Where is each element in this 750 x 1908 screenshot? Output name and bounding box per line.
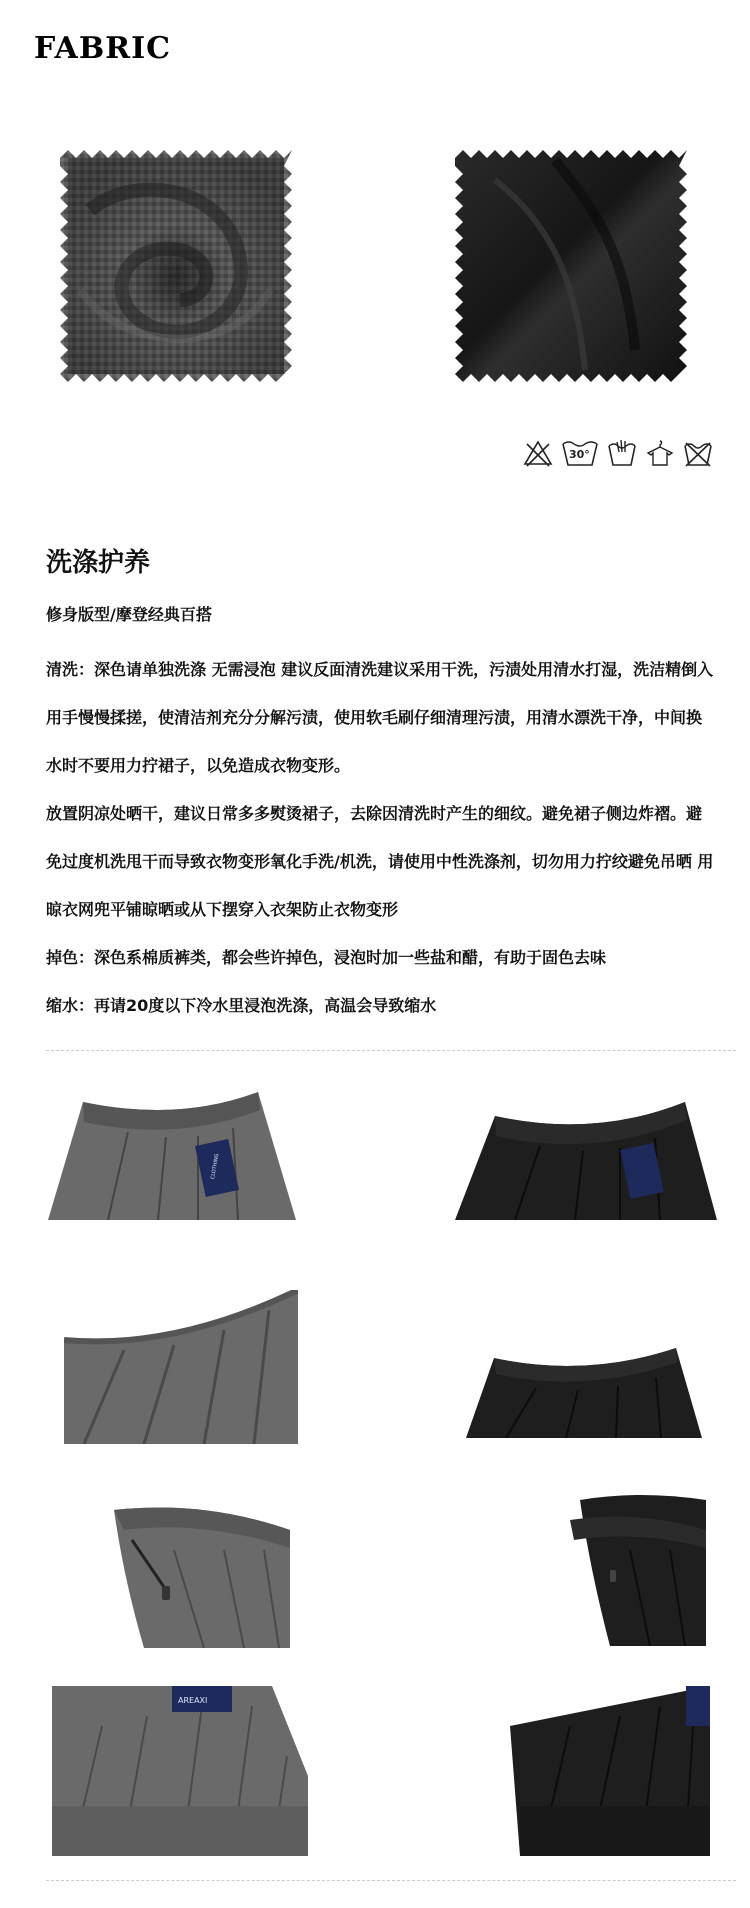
wash-temperature-label: 30° [569, 448, 590, 461]
grey-zipper-graphic [54, 1490, 290, 1648]
care-paragraph-washing [46, 646, 714, 790]
brand-title: FABRIC [34, 31, 172, 66]
grey-waistband-graphic [48, 1062, 296, 1220]
grey-shorts-label-text: AREAXI [178, 1696, 208, 1705]
care-icons-row [523, 438, 713, 468]
black-zipper-graphic [550, 1490, 706, 1646]
black-skirt-pleats-photo [466, 1338, 702, 1438]
care-paragraph-color-fading [46, 934, 714, 982]
black-skirt-waistband-photo [455, 1076, 717, 1220]
svg-text:CLOTHING: CLOTHING [210, 1153, 221, 1180]
grey-skirt-waistband-photo [48, 1062, 296, 1220]
grey-shorts-graphic [52, 1686, 308, 1856]
no-wash-icon [683, 438, 713, 468]
dashed-separator-top [46, 1050, 736, 1051]
grey-swatch-graphic [60, 150, 292, 382]
black-pleats-graphic [466, 1338, 702, 1438]
care-title: 洗涤护养 [46, 548, 151, 578]
black-shorts-graphic [510, 1686, 710, 1856]
grey-skirt-inner-shorts-photo [52, 1686, 308, 1856]
care-paragraph-shrinking [46, 982, 714, 1030]
black-swatch-graphic [455, 150, 687, 382]
black-fabric-swatch [455, 150, 687, 382]
grey-skirt-pleats-photo [64, 1290, 298, 1444]
wash-30-icon [561, 438, 599, 468]
care-paragraph-drying [46, 790, 714, 934]
hand-wash-icon [607, 438, 637, 468]
no-bleach-icon [523, 438, 553, 468]
grey-pleats-graphic [64, 1290, 298, 1444]
black-waistband-graphic [455, 1076, 717, 1220]
no-tumble-hang-dry-icon [645, 438, 675, 468]
shrinking-text: 缩水：再请20度以下冷水里浸泡洗涤，高温会导致缩水 [46, 996, 437, 1015]
washing-text: 清洗：深色请单独洗涤 无需浸泡 建议反面清洗建议采用干洗，污渍处用清水打湿，洗洁精倒入用手慢慢揉搓，使清洁剂充分分解污渍，使用软毛刷仔细清理污渍，用清水漂洗干净，中间换水时不要用力拧裙子，以免造成衣物变形。 [46, 660, 714, 775]
black-skirt-side-zipper-photo [550, 1490, 706, 1646]
grey-glen-check-swatch [60, 150, 292, 382]
drying-text: 放置阴凉处晒干，建议日常多多熨烫裙子，去除因清洗时产生的细纹。避免裙子侧边炸褶。避免过度机洗甩干而导致衣物变形氧化手洗/机洗，请使用中性洗涤剂，切勿用力拧绞避免吊晒 用晾衣网兜平铺晾晒或从下摆穿入衣架防止衣物变形 [46, 804, 714, 919]
dashed-separator-bottom [46, 1880, 736, 1881]
color-fading-text: 掉色：深色系棉质裤类，都会些许掉色，浸泡时加一些盐和醋，有助于固色去味 [46, 948, 607, 967]
care-subtitle: 修身版型/摩登经典百搭 [46, 605, 212, 624]
black-skirt-inner-shorts-photo [510, 1686, 710, 1856]
grey-skirt-side-zipper-photo [54, 1490, 290, 1648]
